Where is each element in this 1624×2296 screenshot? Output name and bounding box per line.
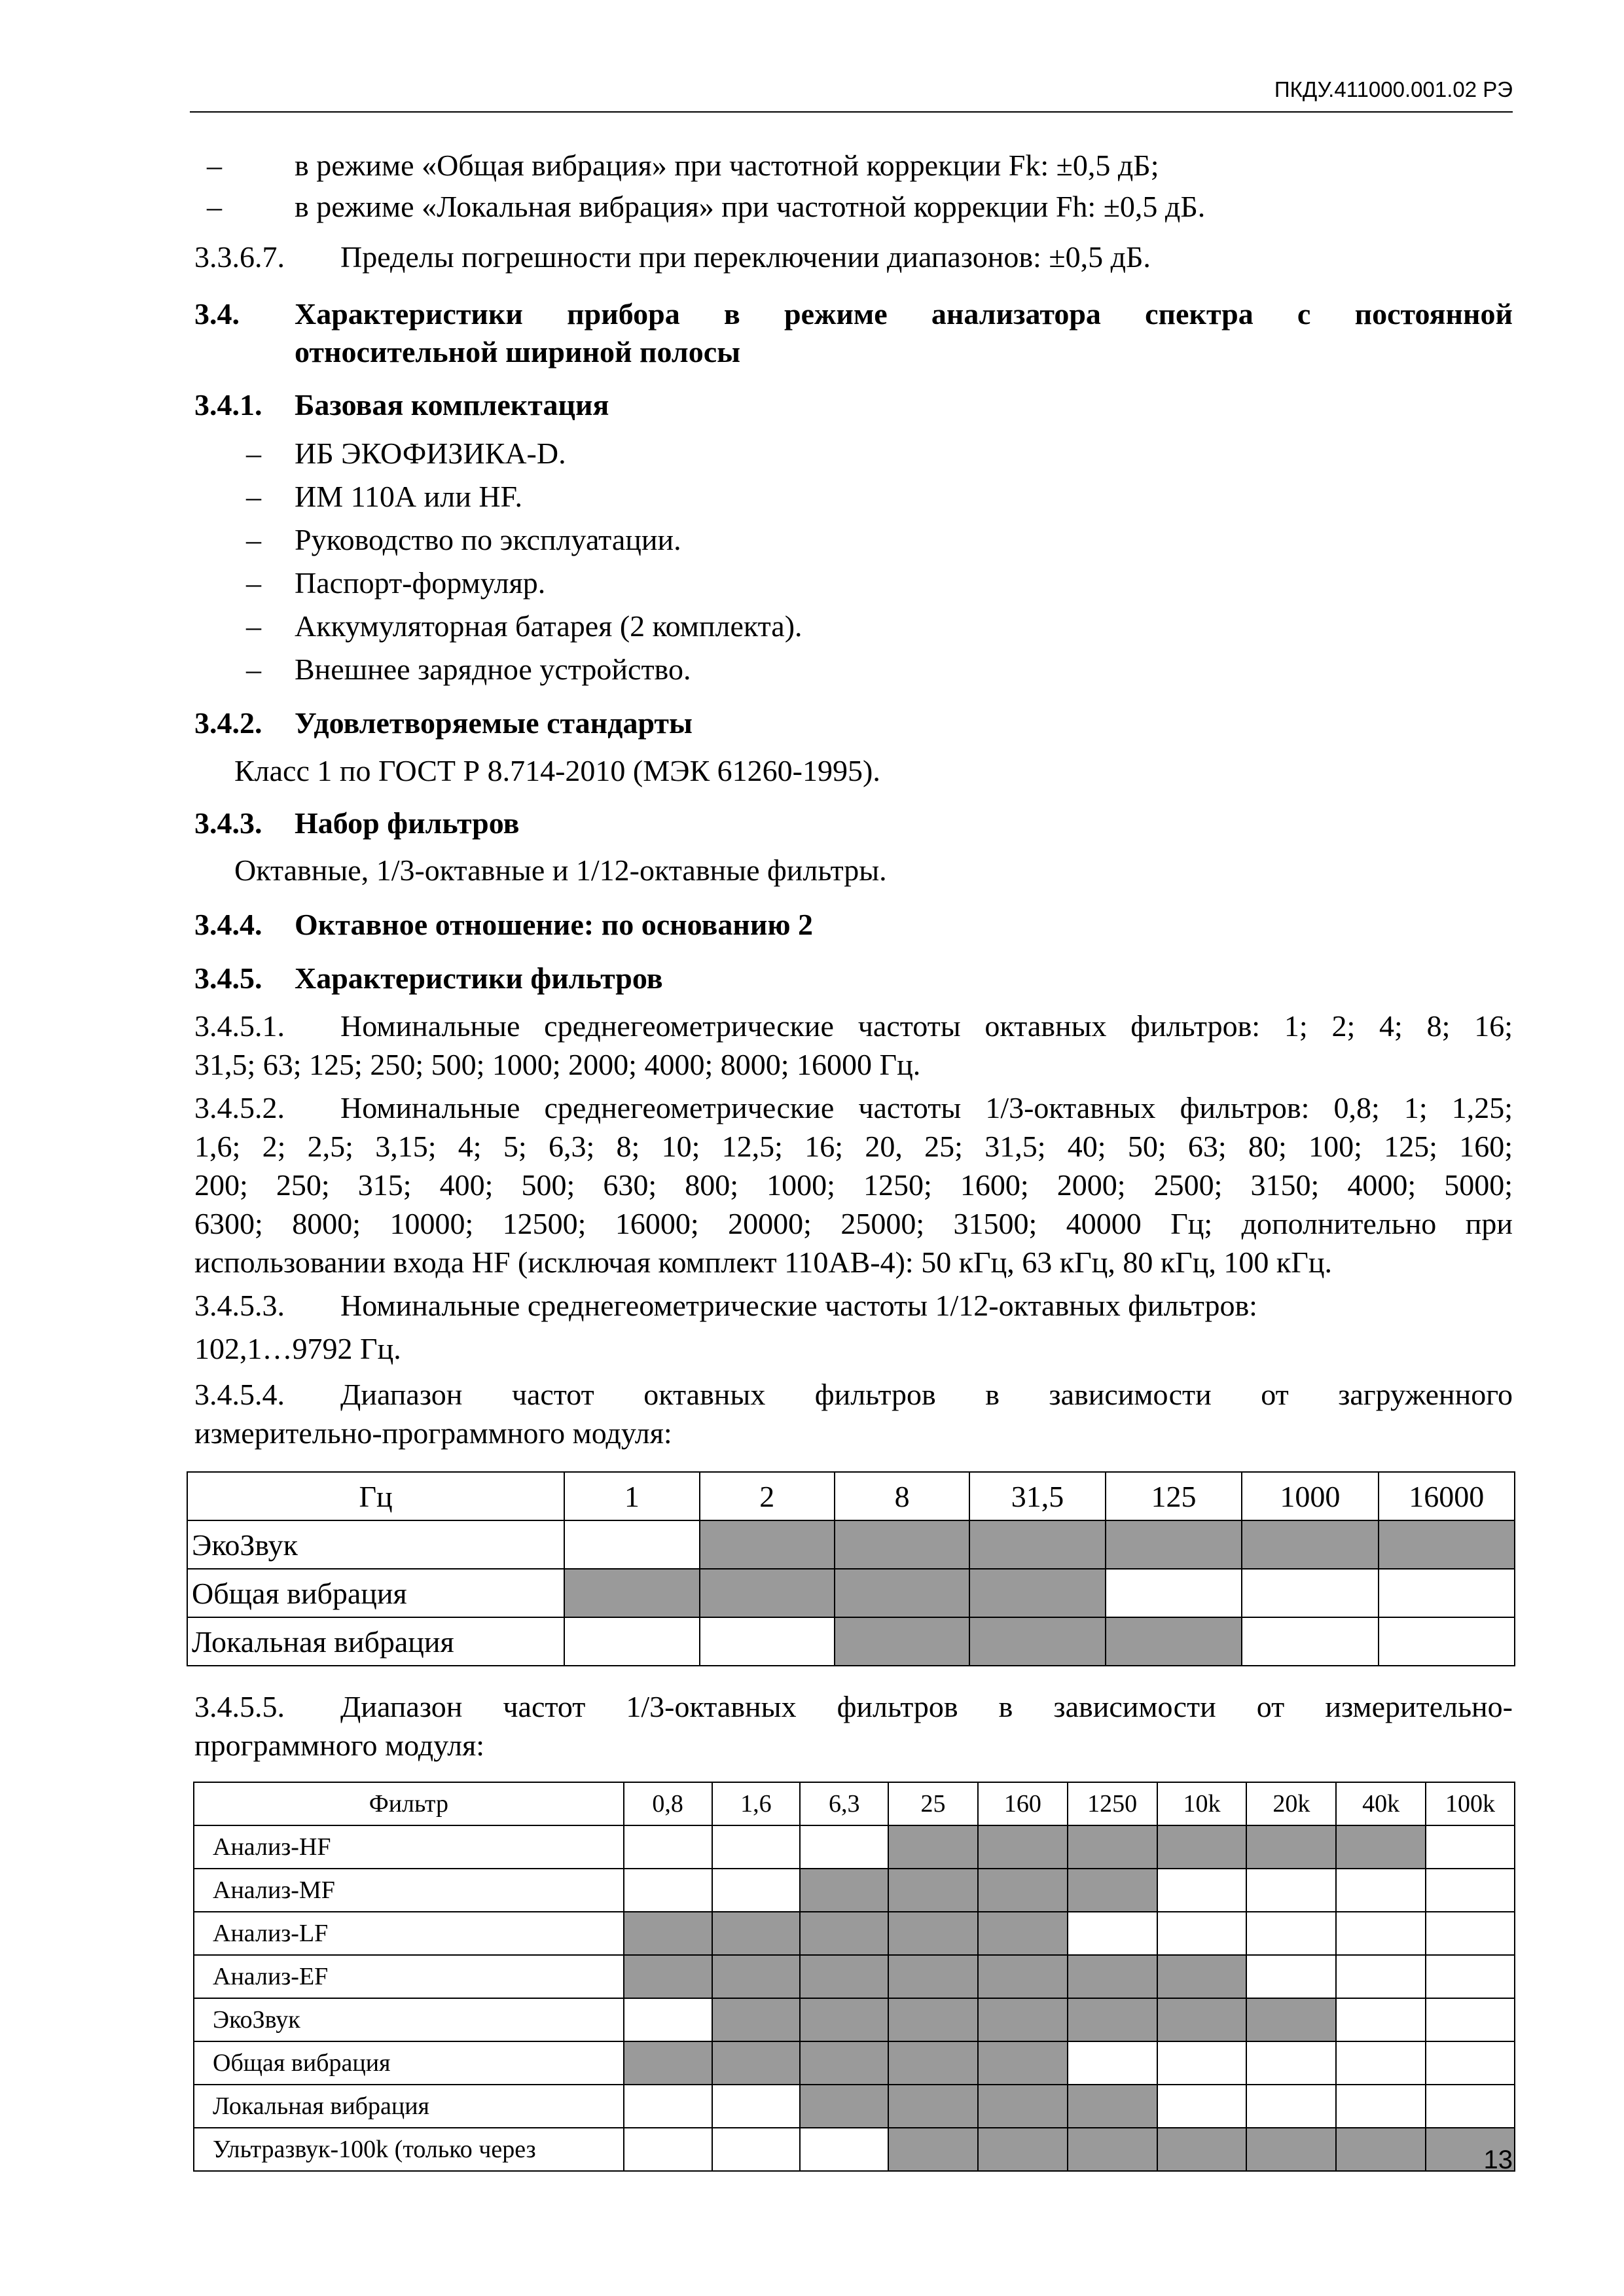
range-cell xyxy=(700,1569,835,1617)
table-header-row xyxy=(187,1472,1515,1520)
range-cell xyxy=(712,1912,801,1955)
range-cell xyxy=(1336,2041,1426,2085)
header-cell: 2 xyxy=(700,1472,835,1520)
range-cell xyxy=(800,2128,888,2171)
range-cell xyxy=(1426,2085,1515,2128)
range-cell xyxy=(978,2128,1068,2171)
range-cell xyxy=(800,2041,888,2085)
paragraph-text: Номинальные среднегеометрические частоты октавных фильтров: 1; 2; 4; 8; 16; xyxy=(340,1009,1513,1043)
range-cell xyxy=(888,1825,978,1869)
header-cell: 8 xyxy=(835,1472,969,1520)
row-label: Анализ-EF xyxy=(194,1955,624,1998)
table-row xyxy=(194,1955,1515,1998)
range-cell xyxy=(800,1998,888,2041)
range-cell xyxy=(978,1955,1068,1998)
row-label: Общая вибрация xyxy=(187,1569,564,1617)
section-number: 3.4.1. xyxy=(194,388,262,422)
range-cell xyxy=(624,1912,712,1955)
header-cell: 31,5 xyxy=(969,1472,1105,1520)
header-cell: 10k xyxy=(1157,1782,1247,1825)
range-cell xyxy=(800,1912,888,1955)
range-cell xyxy=(888,2128,978,2171)
range-cell xyxy=(1379,1617,1515,1666)
section-number: 3.4.3. xyxy=(194,806,262,840)
range-cell xyxy=(888,1869,978,1912)
range-cell xyxy=(1246,1955,1336,1998)
section-title: Характеристики прибора в режиме анализатора спектра с постоянной xyxy=(295,297,1513,331)
row-label: Анализ-MF xyxy=(194,1869,624,1912)
paragraph-number: 3.4.5.4. xyxy=(194,1378,285,1411)
range-cell xyxy=(1068,1912,1157,1955)
range-cell xyxy=(1336,1869,1426,1912)
range-cell xyxy=(835,1520,969,1569)
paragraph-text: Диапазон частот октавных фильтров в зависимости от загруженного xyxy=(340,1378,1513,1411)
range-cell xyxy=(712,1998,801,2041)
section-text: Октавные, 1/3-октавные и 1/12-октавные фильтры. xyxy=(234,853,887,887)
range-cell xyxy=(888,1955,978,1998)
list-dash: – xyxy=(246,609,261,643)
range-cell xyxy=(888,2085,978,2128)
range-cell xyxy=(888,1912,978,1955)
range-cell xyxy=(1106,1569,1242,1617)
range-cell xyxy=(564,1569,699,1617)
row-label: Локальная вибрация xyxy=(194,2085,624,2128)
range-cell xyxy=(712,2128,801,2171)
range-cell xyxy=(700,1617,835,1666)
range-cell xyxy=(1068,1998,1157,2041)
section-title: Набор фильтров xyxy=(295,806,520,840)
range-cell xyxy=(1246,1825,1336,1869)
range-cell xyxy=(1157,1998,1247,2041)
header-cell: 25 xyxy=(888,1782,978,1825)
table-row xyxy=(187,1569,1515,1617)
paragraph-text: 200; 250; 315; 400; 500; 630; 800; 1000; 1250; 1600; 2000; 2500; 3150; 4000; 5000; xyxy=(194,1168,1513,1202)
section-title: относительной шириной полосы xyxy=(295,335,741,368)
range-cell xyxy=(1246,1912,1336,1955)
section-number: 3.4.4. xyxy=(194,908,262,941)
range-cell xyxy=(1246,1998,1336,2041)
range-cell xyxy=(564,1617,699,1666)
range-cell xyxy=(800,1955,888,1998)
paragraph-text: Пределы погрешности при переключении диапазонов: ±0,5 дБ. xyxy=(340,240,1151,274)
range-cell xyxy=(1336,1955,1426,1998)
range-cell xyxy=(1106,1617,1242,1666)
list-dash: – xyxy=(207,190,222,223)
row-label: Анализ-LF xyxy=(194,1912,624,1955)
list-item: в режиме «Общая вибрация» при частотной коррекции Fk: ±0,5 дБ; xyxy=(295,149,1159,182)
header-cell: 160 xyxy=(978,1782,1068,1825)
range-cell xyxy=(624,1998,712,2041)
list-item: в режиме «Локальная вибрация» при частотной коррекции Fh: ±0,5 дБ. xyxy=(295,190,1206,223)
range-cell xyxy=(712,1955,801,1998)
range-cell xyxy=(1336,1998,1426,2041)
range-cell xyxy=(800,2085,888,2128)
list-dash: – xyxy=(246,523,261,556)
paragraph-text: 102,1…9792 Гц. xyxy=(194,1332,401,1365)
header-cell: 1 xyxy=(564,1472,699,1520)
range-cell xyxy=(624,2128,712,2171)
section-title: Базовая комплектация xyxy=(295,388,609,422)
section-number: 3.4. xyxy=(194,297,240,331)
range-cell xyxy=(1426,1825,1515,1869)
range-cell xyxy=(624,2041,712,2085)
range-cell xyxy=(1157,1869,1247,1912)
range-cell xyxy=(1106,1520,1242,1569)
header-cell: Фильтр xyxy=(194,1782,624,1825)
paragraph-text: 6300; 8000; 10000; 12500; 16000; 20000; 25000; 31500; 40000 Гц; дополнительно при xyxy=(194,1207,1513,1240)
header-cell: 6,3 xyxy=(800,1782,888,1825)
list-item: ИБ ЭКОФИЗИКА-D. xyxy=(295,437,566,470)
range-cell xyxy=(1426,1869,1515,1912)
table-row xyxy=(194,1998,1515,2041)
section-title: Удовлетворяемые стандарты xyxy=(295,706,693,740)
range-cell xyxy=(969,1617,1105,1666)
range-cell xyxy=(1157,1955,1247,1998)
range-cell xyxy=(1379,1520,1515,1569)
range-cell xyxy=(835,1617,969,1666)
row-label: Ультразвук-100k (только через xyxy=(194,2128,624,2171)
range-cell xyxy=(1336,1825,1426,1869)
page-number: 13 xyxy=(1483,2145,1513,2174)
range-cell xyxy=(1068,2041,1157,2085)
range-cell xyxy=(624,1825,712,1869)
table-row xyxy=(194,1869,1515,1912)
row-label: ЭкоЗвук xyxy=(187,1520,564,1569)
range-cell xyxy=(969,1569,1105,1617)
list-dash: – xyxy=(246,437,261,470)
range-cell xyxy=(712,1869,801,1912)
paragraph-text: 1,6; 2; 2,5; 3,15; 4; 5; 6,3; 8; 10; 12,5; 16; 20, 25; 31,5; 40; 50; 63; 80; 100; 125; 160; xyxy=(194,1130,1513,1163)
paragraph-text: измерительно-программного модуля: xyxy=(194,1416,672,1450)
list-item: Внешнее зарядное устройство. xyxy=(295,653,691,686)
header-cell: 16000 xyxy=(1379,1472,1515,1520)
document-code: ПКДУ.411000.001.02 РЭ xyxy=(1274,77,1513,101)
paragraph-number: 3.4.5.5. xyxy=(194,1690,285,1723)
header-cell: 1,6 xyxy=(712,1782,801,1825)
row-label: ЭкоЗвук xyxy=(194,1998,624,2041)
third-octave-filter-table xyxy=(193,1782,1515,2172)
table-row xyxy=(187,1617,1515,1666)
paragraph-text: 31,5; 63; 125; 250; 500; 1000; 2000; 4000; 8000; 16000 Гц. xyxy=(194,1048,921,1081)
range-cell xyxy=(978,1912,1068,1955)
range-cell xyxy=(1246,1869,1336,1912)
range-cell xyxy=(712,1825,801,1869)
table-header-row xyxy=(194,1782,1515,1825)
section-title: Характеристики фильтров xyxy=(295,961,663,995)
paragraph-number: 3.4.5.1. xyxy=(194,1009,285,1043)
list-dash: – xyxy=(246,566,261,600)
table-row xyxy=(187,1520,1515,1569)
range-cell xyxy=(978,1869,1068,1912)
section-text: Класс 1 по ГОСТ Р 8.714-2010 (МЭК 61260-1995). xyxy=(234,754,880,787)
range-cell xyxy=(1379,1569,1515,1617)
range-cell xyxy=(1157,2041,1247,2085)
table-row xyxy=(194,1912,1515,1955)
list-item: ИМ 110А или HF. xyxy=(295,480,522,513)
range-cell xyxy=(1336,2128,1426,2171)
range-cell xyxy=(969,1520,1105,1569)
header-cell: 20k xyxy=(1246,1782,1336,1825)
paragraph-text: использовании входа HF (исключая комплект 110АВ-4): 50 кГц, 63 кГц, 80 кГц, 100 кГц. xyxy=(194,1246,1332,1279)
range-cell xyxy=(978,2085,1068,2128)
range-cell xyxy=(1157,1912,1247,1955)
paragraph-number: 3.4.5.2. xyxy=(194,1091,285,1124)
range-cell xyxy=(624,1869,712,1912)
list-item: Паспорт-формуляр. xyxy=(295,566,546,600)
row-label: Общая вибрация xyxy=(194,2041,624,2085)
paragraph-text: Номинальные среднегеометрические частоты 1/12-октавных фильтров: xyxy=(340,1289,1257,1322)
range-cell xyxy=(1242,1569,1378,1617)
header-cell: 1250 xyxy=(1068,1782,1157,1825)
table-row xyxy=(194,2085,1515,2128)
range-cell xyxy=(1242,1617,1378,1666)
paragraph-number: 3.4.5.3. xyxy=(194,1289,285,1322)
header-cell: 0,8 xyxy=(624,1782,712,1825)
range-cell xyxy=(1157,2085,1247,2128)
row-label: Анализ-HF xyxy=(194,1825,624,1869)
range-cell xyxy=(1336,2085,1426,2128)
range-cell xyxy=(800,1825,888,1869)
header-cell: 1000 xyxy=(1242,1472,1378,1520)
range-cell xyxy=(1068,1869,1157,1912)
range-cell xyxy=(1246,2128,1336,2171)
paragraph-number: 3.3.6.7. xyxy=(194,240,285,274)
range-cell xyxy=(1157,1825,1247,1869)
header-cell: Гц xyxy=(187,1472,564,1520)
list-dash: – xyxy=(207,149,222,182)
range-cell xyxy=(978,1825,1068,1869)
octave-filter-table xyxy=(187,1471,1515,1666)
header-cell: 40k xyxy=(1336,1782,1426,1825)
range-cell xyxy=(1242,1520,1378,1569)
range-cell xyxy=(712,2085,801,2128)
table-row xyxy=(194,1825,1515,1869)
paragraph-text: программного модуля: xyxy=(194,1729,485,1762)
section-title: Октавное отношение: по основанию 2 xyxy=(295,908,813,941)
range-cell xyxy=(1426,2041,1515,2085)
range-cell xyxy=(1426,1955,1515,1998)
range-cell xyxy=(624,1955,712,1998)
range-cell xyxy=(1246,2041,1336,2085)
list-item: Аккумуляторная батарея (2 комплекта). xyxy=(295,609,803,643)
list-dash: – xyxy=(246,653,261,686)
header-rule xyxy=(190,111,1513,113)
range-cell xyxy=(888,2041,978,2085)
range-cell xyxy=(888,1998,978,2041)
range-cell xyxy=(978,1998,1068,2041)
range-cell xyxy=(564,1520,699,1569)
list-item: Руководство по эксплуатации. xyxy=(295,523,681,556)
range-cell xyxy=(712,2041,801,2085)
range-cell xyxy=(1068,1825,1157,1869)
range-cell xyxy=(1157,2128,1247,2171)
range-cell xyxy=(978,2041,1068,2085)
header-cell: 125 xyxy=(1106,1472,1242,1520)
range-cell xyxy=(1068,2085,1157,2128)
range-cell xyxy=(624,2085,712,2128)
range-cell xyxy=(1426,1912,1515,1955)
range-cell xyxy=(800,1869,888,1912)
paragraph-text: Номинальные среднегеометрические частоты 1/3-октавных фильтров: 0,8; 1; 1,25; xyxy=(340,1091,1513,1124)
section-number: 3.4.5. xyxy=(194,961,262,995)
range-cell xyxy=(1068,2128,1157,2171)
table-row xyxy=(194,2128,1515,2171)
range-cell xyxy=(1068,1955,1157,1998)
row-label: Локальная вибрация xyxy=(187,1617,564,1666)
header-cell: 100k xyxy=(1426,1782,1515,1825)
paragraph-text: Диапазон частот 1/3-октавных фильтров в зависимости от измерительно- xyxy=(340,1690,1513,1723)
range-cell xyxy=(1336,1912,1426,1955)
section-number: 3.4.2. xyxy=(194,706,262,740)
table-row xyxy=(194,2041,1515,2085)
range-cell xyxy=(1426,1998,1515,2041)
list-dash: – xyxy=(246,480,261,513)
range-cell xyxy=(1246,2085,1336,2128)
range-cell xyxy=(835,1569,969,1617)
range-cell xyxy=(700,1520,835,1569)
